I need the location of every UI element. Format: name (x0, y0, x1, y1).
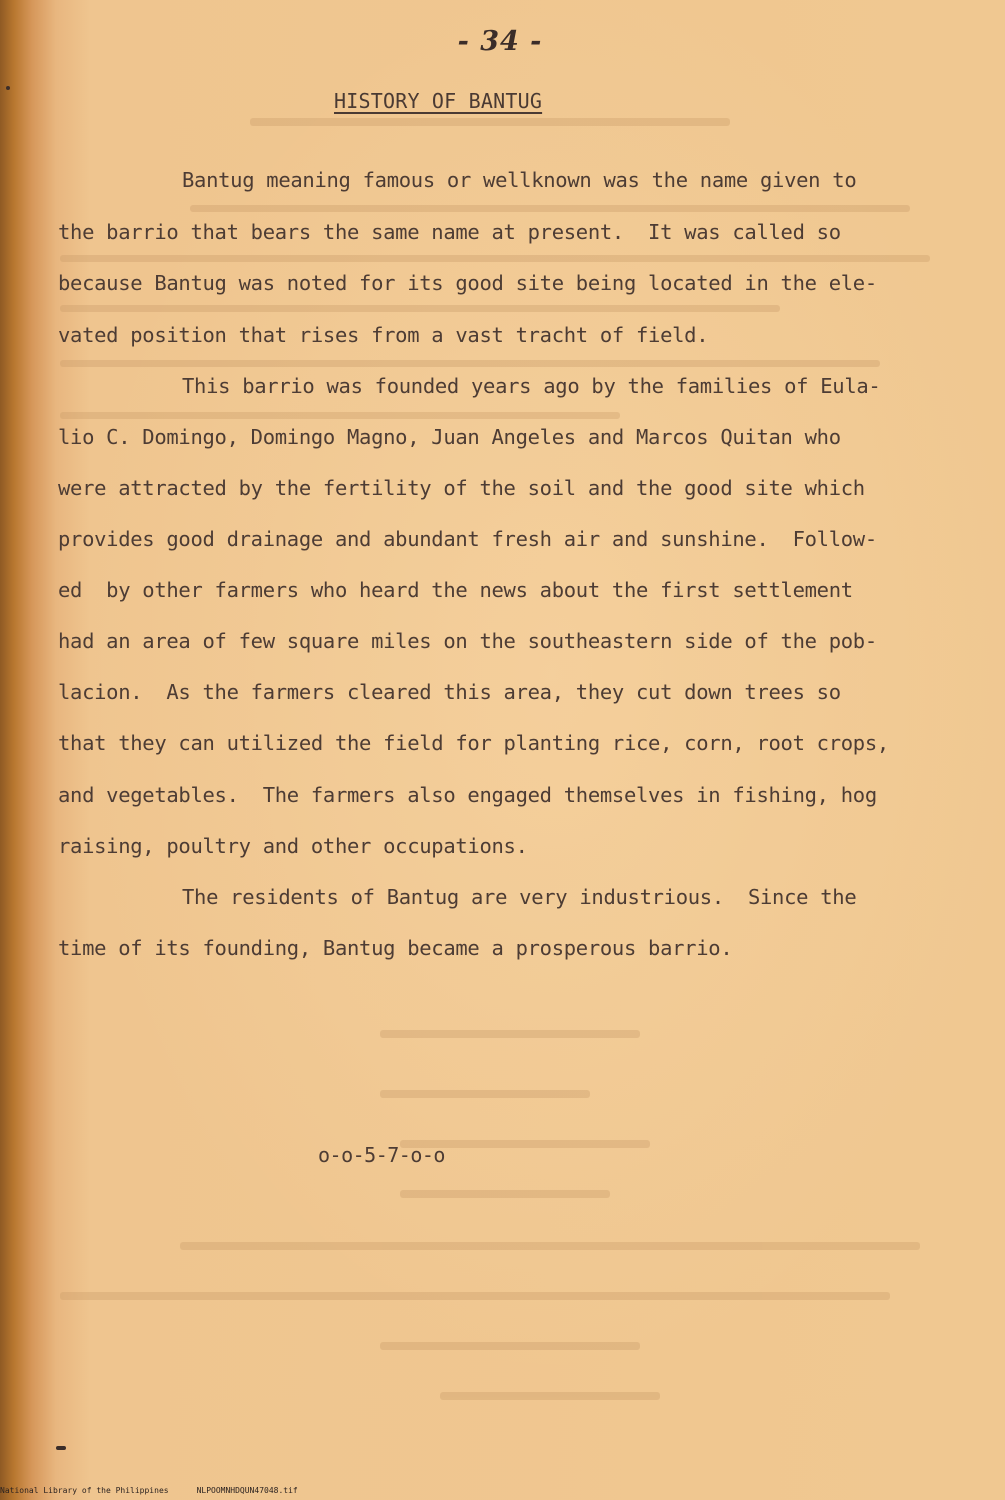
paragraph-3-line: The residents of Bantug are very industrious. Since the (182, 885, 857, 909)
paragraph-2-line: lio C. Domingo, Domingo Magno, Juan Angeles and Marcos Quitan who (58, 425, 841, 449)
scan-footer (0, 1486, 326, 1495)
paragraph-2-line: ed by other farmers who heard the news about the first settlement (58, 578, 853, 602)
paragraph-2-line: provides good drainage and abundant fresh air and sunshine. Follow- (58, 527, 877, 551)
paragraph-1-line: the barrio that bears the same name at present. It was called so (58, 220, 841, 244)
page-title: HISTORY OF BANTUG (334, 89, 543, 113)
paragraph-2-line: raising, poultry and other occupations. (58, 834, 528, 858)
footer-filename: NLPOOMNHDQUN47048.tif (196, 1486, 298, 1495)
page-number: - 34 - (457, 26, 543, 57)
paragraph-2-line: lacion. As the farmers cleared this area, they cut down trees so (58, 680, 841, 704)
paragraph-2-line: This barrio was founded years ago by the families of Eula- (182, 374, 881, 398)
paragraph-2-line: were attracted by the fertility of the soil and the good site which (58, 476, 865, 500)
paragraph-1-line: vated position that rises from a vast tracht of field. (58, 323, 709, 347)
paragraph-2-line: and vegetables. The farmers also engaged themselves in fishing, hog (58, 783, 877, 807)
end-separator: o-o-5-7-o-o (318, 1143, 445, 1167)
paragraph-2-line: that they can utilized the field for planting rice, corn, root crops, (58, 731, 889, 755)
paragraph-3-line: time of its founding, Bantug became a prosperous barrio. (58, 936, 733, 960)
footer-library: National Library of the Philippines (0, 1486, 169, 1495)
paragraph-1-line: because Bantug was noted for its good site being located in the ele- (58, 271, 877, 295)
paragraph-2-line: had an area of few square miles on the southeastern side of the pob- (58, 629, 877, 653)
paragraph-1-line: Bantug meaning famous or wellknown was the name given to (182, 168, 857, 192)
